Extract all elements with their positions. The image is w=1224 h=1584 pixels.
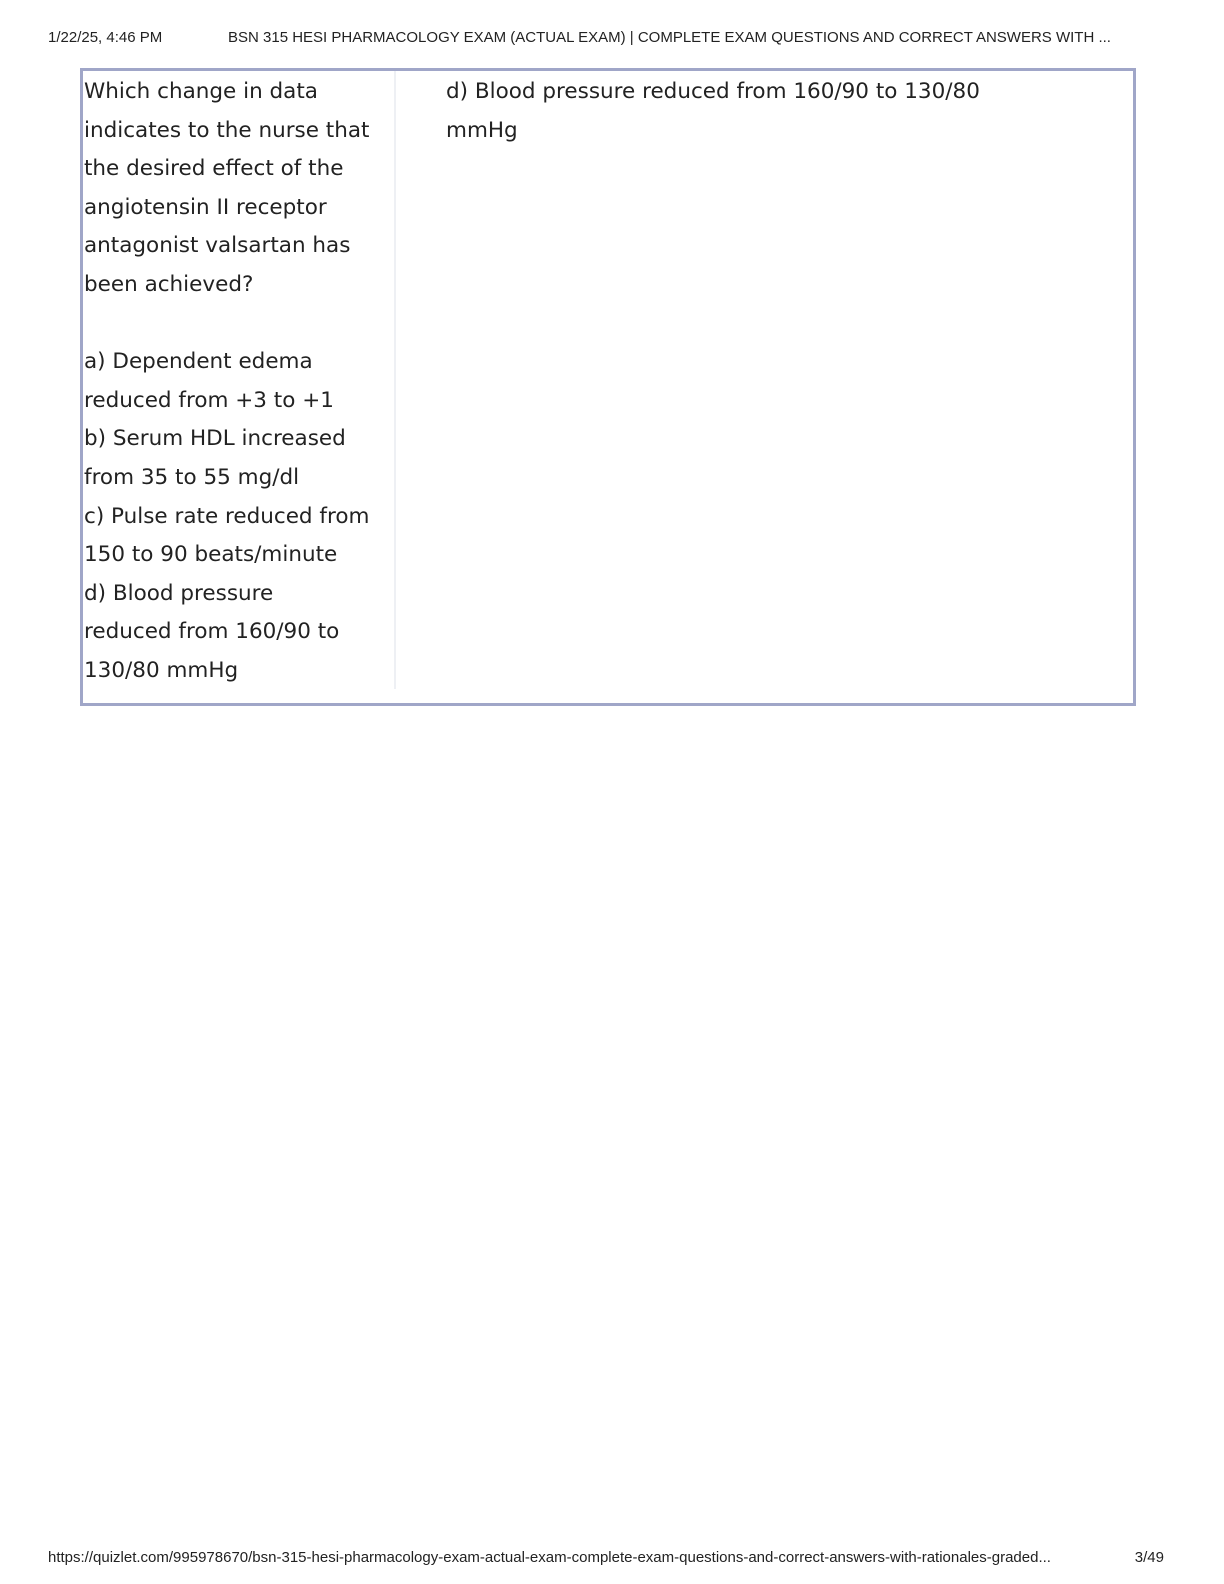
flashcard xyxy=(80,68,1136,706)
source-url: https://quizlet.com/995978670/bsn-315-hesi-pharmacology-exam-actual-exam-complete-exam-questions-and-correct-answers-with-rationales-graded... xyxy=(48,1549,1051,1566)
print-header xyxy=(48,29,1176,49)
print-footer xyxy=(48,1549,1176,1569)
flashcard-definition: d) Blood pressure reduced from 160/90 to 130/80 mmHg xyxy=(446,79,980,143)
flashcard-definition-column xyxy=(446,71,1046,150)
print-datetime: 1/22/25, 4:46 PM xyxy=(48,29,163,46)
flashcard-term: Which change in data indicates to the nurse that the desired effect of the angiotensin II receptor antagonist valsartan has been achieved? a) Dependent edema reduced from +3 to +1 b) Serum HDL increased from 35 to 55 mg/dl c) Pulse rate reduced from 150 to 90 beats/minute d) Blood pressure reduced from 160/90 to 130/80 mmHg xyxy=(84,79,370,683)
page-number: 3/49 xyxy=(1134,1549,1164,1566)
document-title: BSN 315 HESI PHARMACOLOGY EXAM (ACTUAL EXAM) | COMPLETE EXAM QUESTIONS AND CORRECT ANSWERS WITH ... xyxy=(228,29,1111,46)
flashcard-term-column xyxy=(83,71,396,689)
